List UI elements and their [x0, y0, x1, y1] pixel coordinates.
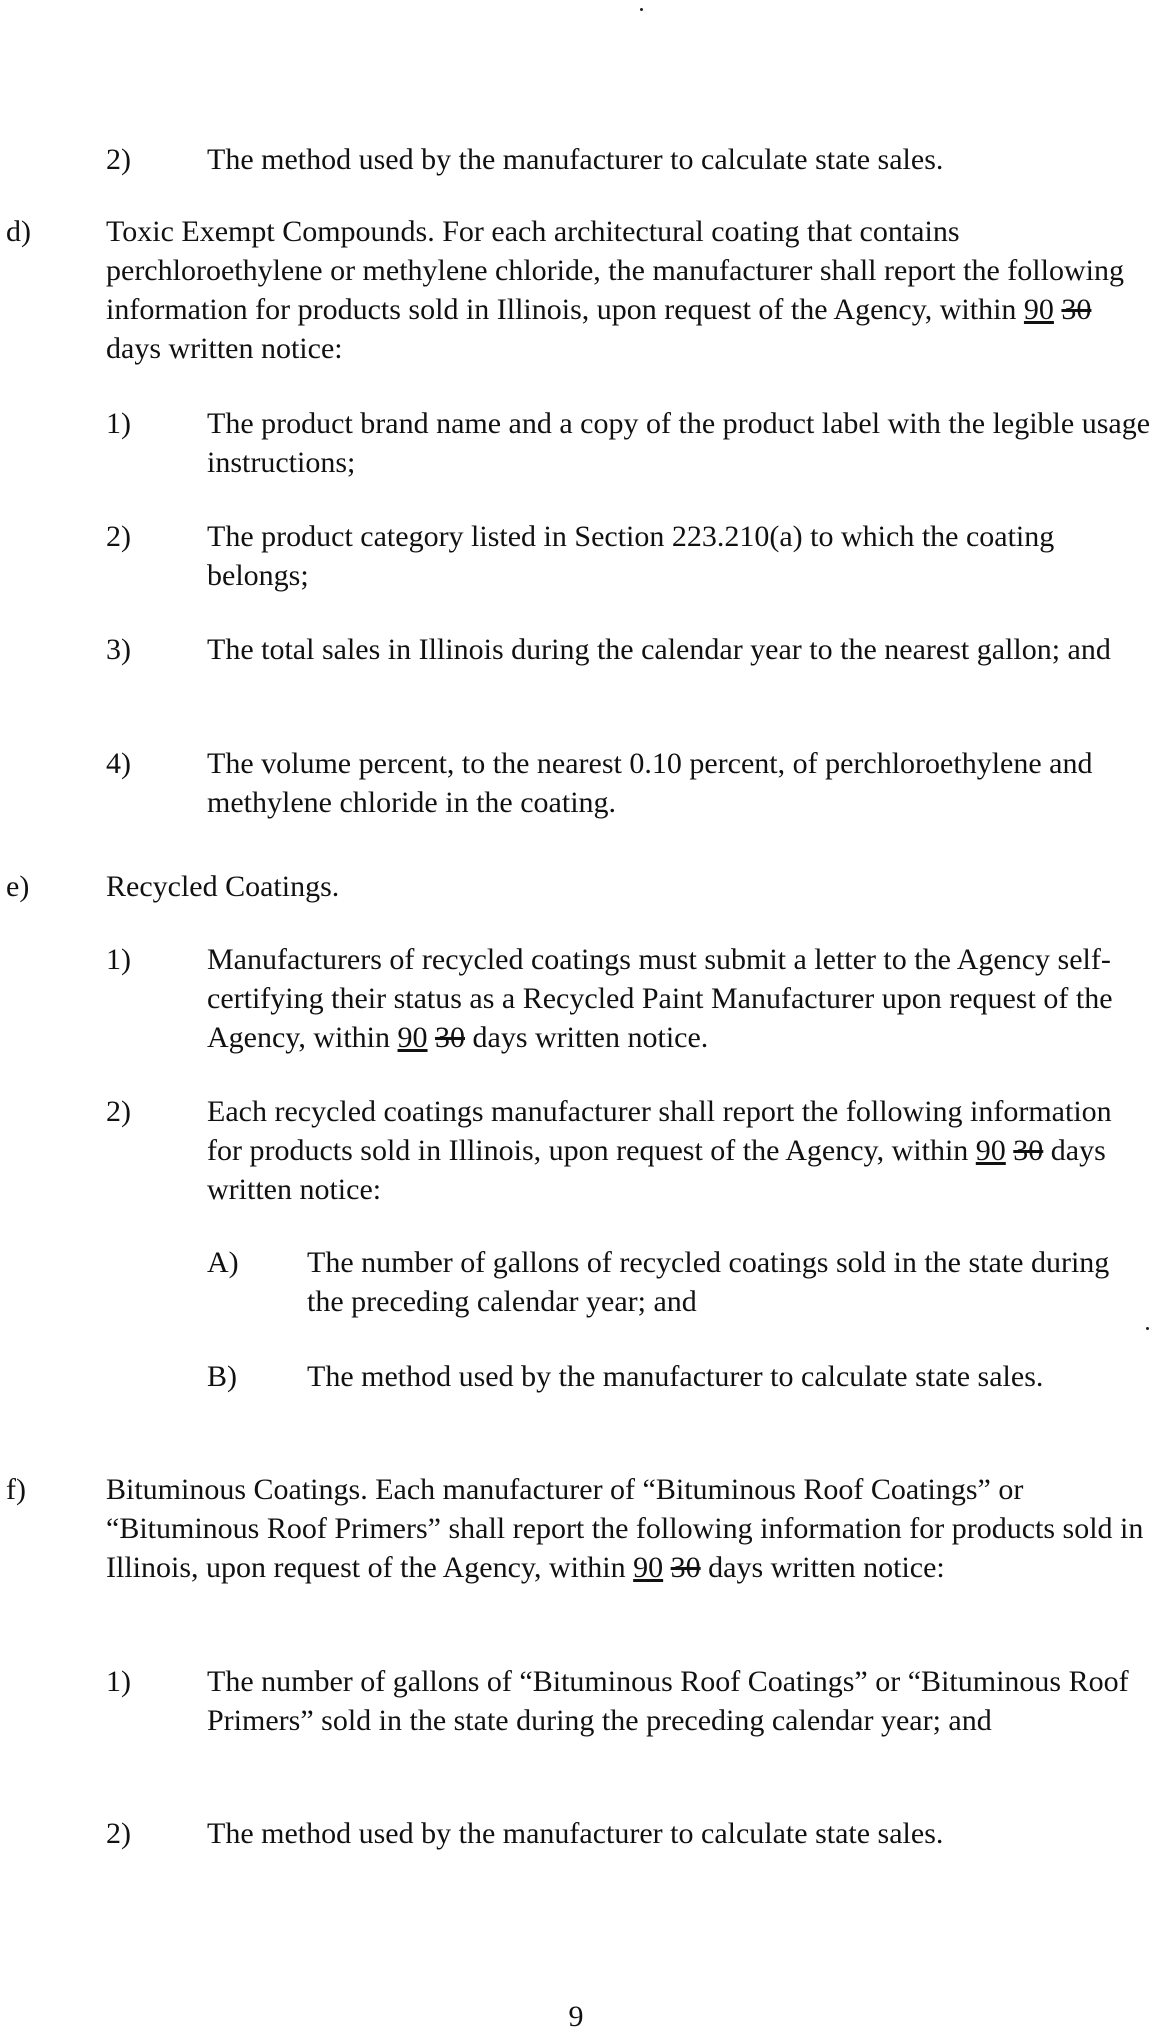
subitem-text: The method used by the manufacturer to calculate state sales. — [307, 1360, 1044, 1393]
item-label: 1) — [106, 943, 131, 976]
item-label: 1) — [106, 407, 131, 440]
paragraph-text: Each manufacturer of “Bituminous Roof Coatings” or “Bituminous Roof Primers” shall report the following information for products sold in Illinois, upon request of the Agency, within — [106, 1473, 1144, 1584]
item-text: The method used by the manufacturer to calculate state sales. — [207, 1817, 944, 1850]
item-text: The volume percent, to the nearest 0.10 percent, of perchloroethylene and methylene chloride in the coating. — [207, 747, 1093, 819]
section-paragraph — [106, 1470, 1152, 1587]
item-paragraph — [207, 1092, 1152, 1209]
page-number: 9 — [568, 2000, 584, 2033]
item-label: 2) — [106, 1817, 131, 1850]
section-label: d) — [6, 215, 31, 248]
deleted-value: 30 — [1061, 293, 1092, 326]
scan-speck-top — [640, 8, 643, 11]
subitem-label: B) — [207, 1360, 237, 1393]
deleted-value: 30 — [435, 1021, 466, 1054]
section-heading: Recycled Coatings. — [106, 870, 340, 903]
item-label: 4) — [106, 747, 131, 780]
item-paragraph — [207, 940, 1152, 1057]
item-label: 2) — [106, 1095, 131, 1128]
paragraph-text-end: days written notice. — [465, 1021, 709, 1054]
subitem-text: The number of gallons of recycled coatings sold in the state during the preceding calendar year; and — [307, 1246, 1110, 1318]
section-heading: Bituminous Coatings. — [106, 1473, 368, 1506]
inserted-value: 90 — [633, 1551, 664, 1584]
item-text: The product category listed in Section 223.210(a) to which the coating belongs; — [207, 520, 1055, 592]
item-text: The product brand name and a copy of the product label with the legible usage instructions; — [207, 407, 1151, 479]
deleted-value: 30 — [1013, 1134, 1044, 1167]
item-text: The method used by the manufacturer to calculate state sales. — [207, 143, 944, 176]
item-text: The total sales in Illinois during the calendar year to the nearest gallon; and — [207, 633, 1111, 666]
paragraph-text: Each recycled coatings manufacturer shall report the following information for products sold in Illinois, upon request of the Agency, within — [207, 1095, 1112, 1167]
paragraph-text-end: days written notice: — [700, 1551, 945, 1584]
deleted-value: 30 — [670, 1551, 701, 1584]
section-heading: Toxic Exempt Compounds. — [106, 215, 435, 248]
subitem-label: A) — [207, 1246, 239, 1279]
item-label: 1) — [106, 1665, 131, 1698]
item-label: 2) — [106, 143, 131, 176]
paragraph-text: For each architectural coating that contains perchloroethylene or methylene chloride, the manufacturer shall report the following information for products sold in Illinois, upon request of the Agency, within — [106, 215, 1124, 326]
item-label: 3) — [106, 633, 131, 666]
section-label: f) — [6, 1473, 26, 1506]
paragraph-text-end: days written notice: — [106, 332, 343, 365]
inserted-value: 90 — [975, 1134, 1006, 1167]
section-paragraph — [106, 212, 1152, 368]
item-text: The number of gallons of “Bituminous Roof Coatings” or “Bituminous Roof Primers” sold in the state during the preceding calendar year; and — [207, 1665, 1129, 1737]
item-label: 2) — [106, 520, 131, 553]
scan-speck-right — [1146, 1327, 1149, 1330]
paragraph-text: Manufacturers of recycled coatings must submit a letter to the Agency self-certifying their status as a Recycled Paint Manufacturer upon request of the Agency, within — [207, 943, 1113, 1054]
inserted-value: 90 — [1023, 293, 1054, 326]
section-label: e) — [6, 870, 30, 903]
paragraph-text-end: days written notice: — [207, 1134, 1106, 1206]
inserted-value: 90 — [397, 1021, 428, 1054]
